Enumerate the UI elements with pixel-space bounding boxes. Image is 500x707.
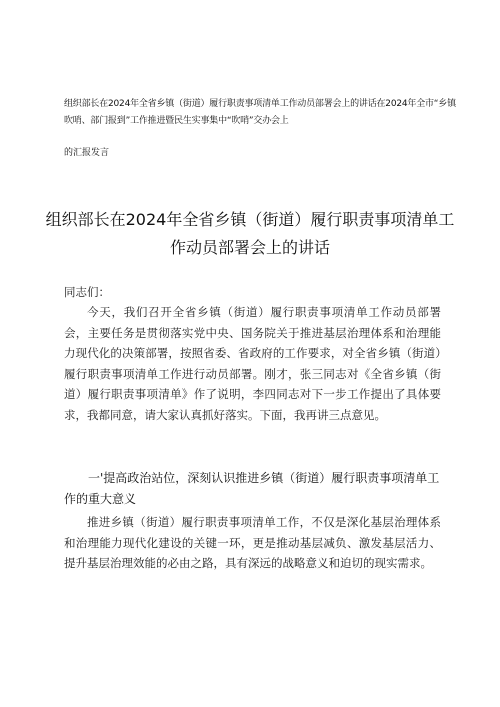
header-title-tail: 的汇报发言: [64, 148, 110, 158]
salutation: 同志们：: [64, 285, 110, 299]
header-title: 组织部长在2024年全省乡镇（街道）履行职责事项清单工作动员部署会上的讲话在2024年全市“乡镇吹哨、部门报到”工作推进暨民生实事集中“吹哨”交办会上: [64, 99, 456, 126]
section-1-paragraph: 推进乡镇（街道）履行职责事项清单工作，不仅是深化基层治理体系和治理能力现代化建设的关键一环，更是推动基层减负、激发基层活力、提升基层治理效能的必由之路，具有深远的战略意义和迫切的现实需求。: [64, 515, 441, 570]
section-heading-1: 一'提高政治站位，深刻认识推进乡镇（街道）履行职责事项清单工作的重大意义: [64, 471, 440, 506]
opening-paragraph: 今天，我们召开全省乡镇（街道）履行职责事项清单工作动员部署会，主要任务是贯彻落实党中央、国务院关于推进基层治理体系和治理能力现代化的决策部署，按照省委、省政府的工作要求，对全省乡镇（街道）履行职责事项清单工作进行动员部署。刚才，张三同志对《全省乡镇（街道）履行职责事项清单》作了说明，李四同志对下一步工作提出了具体要求，我都同意，请大家认真抓好落实。下面，我再讲三点意见。: [64, 305, 441, 422]
speech-title: 组织部长在2024年全省乡镇（街道）履行职责事项清单工作动员部署会上的讲话: [45, 210, 455, 257]
